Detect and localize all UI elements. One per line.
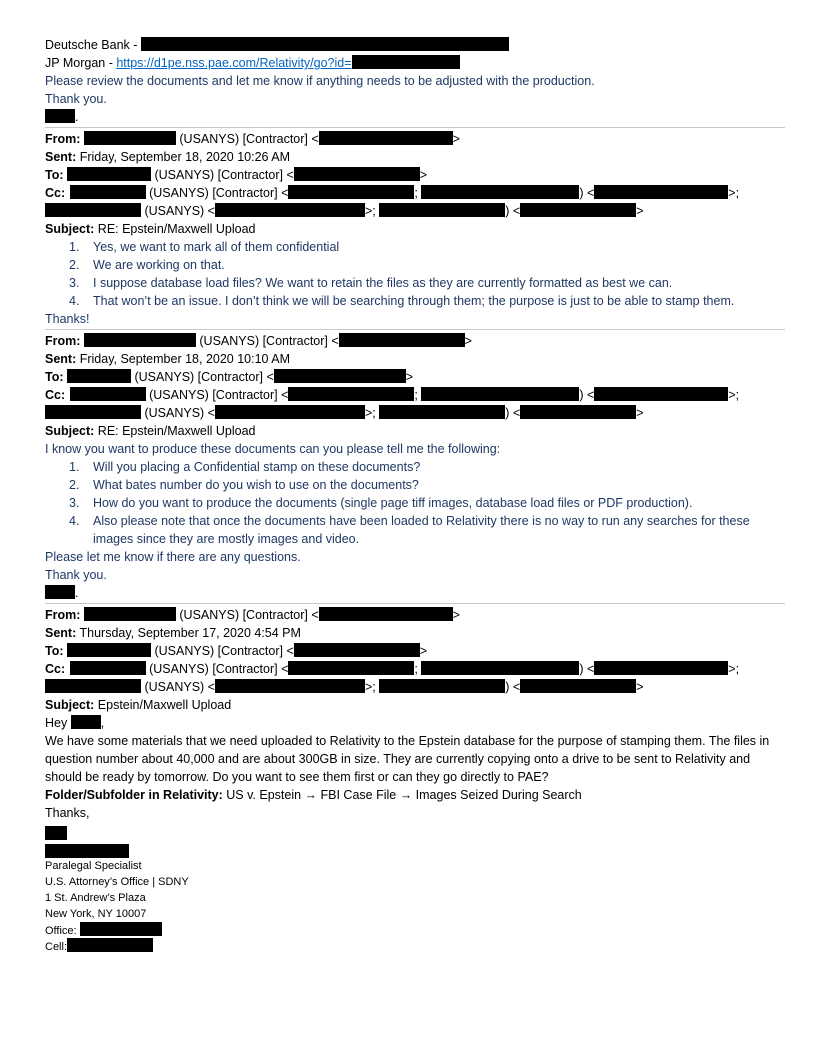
msg3-cc — [45, 660, 785, 678]
from-label: From: — [45, 334, 81, 348]
sent-label: Sent: — [45, 150, 77, 164]
list-number: 1. — [69, 240, 80, 254]
redaction — [379, 203, 505, 217]
divider — [45, 603, 785, 604]
msg3-body: We have some materials that we need uploaded to Relativity to the Epstein database for the purpose of stamping them. The files in question number about 40,000 and are about 300GB in size. They are currently copying onto a drive to be sent to Relativity and should be ready by tomorrow. Do you want to see them first or can they go directly to PAE? — [45, 734, 770, 784]
list-item — [45, 256, 785, 274]
msg2-thanks: Thank you. — [45, 568, 107, 582]
to-org: (USANYS) [Contractor] < — [131, 370, 274, 384]
msg3-from — [45, 606, 785, 624]
semicolon: ; — [372, 406, 376, 420]
redaction — [67, 643, 151, 657]
jpmorgan-label: JP Morgan - — [45, 56, 117, 70]
subject-label: Subject: — [45, 222, 95, 236]
msg2-intro: I know you want to produce these documents can you please tell me the following: — [45, 442, 501, 456]
msg1-cc-cont — [45, 202, 785, 220]
redaction — [84, 607, 176, 621]
msg1-from — [45, 130, 785, 148]
list-number: 3. — [69, 496, 80, 510]
redaction — [520, 405, 636, 419]
to-label: To: — [45, 370, 64, 384]
msg2-cc — [45, 386, 785, 404]
redaction — [45, 203, 141, 217]
to-org: (USANYS) [Contractor] < — [151, 644, 294, 658]
semicolon: ; — [735, 388, 740, 402]
redaction — [288, 387, 414, 401]
list-number: 2. — [69, 478, 80, 492]
signature-street: 1 St. Andrew’s Plaza — [45, 892, 146, 904]
redaction — [294, 167, 420, 181]
list-number: 3. — [69, 276, 80, 290]
greeting-end: , — [100, 716, 105, 730]
signature-office: U.S. Attorney’s Office | SDNY — [45, 876, 189, 888]
redaction — [67, 938, 153, 952]
redaction — [421, 387, 579, 401]
deutsche-label: Deutsche Bank - — [45, 38, 141, 52]
redaction — [215, 679, 365, 693]
msg1-cc — [45, 184, 785, 202]
msg2-to — [45, 368, 785, 386]
msg2-signoff — [45, 584, 785, 602]
cc-org: (USANYS) [Contractor] < — [145, 662, 289, 676]
redaction — [45, 844, 129, 858]
gt: > — [364, 204, 373, 218]
list-text: We are working on that. — [93, 258, 225, 272]
redaction — [288, 185, 414, 199]
list-text: Also please note that once the documents have been loaded to Relativity there is no way to run any searches for these images since they are mostly images and video. — [93, 514, 750, 546]
period: . — [75, 110, 79, 124]
divider — [45, 329, 785, 330]
subject-text: Epstein/Maxwell Upload — [94, 698, 232, 712]
gt: > — [452, 608, 460, 622]
paren-lt: ) < — [579, 388, 595, 402]
list-text: Will you placing a Confidential stamp on these documents? — [93, 460, 421, 474]
cc-label: Cc: — [45, 388, 66, 402]
from-org: (USANYS) [Contractor] < — [175, 608, 319, 622]
msg3-subject — [45, 696, 785, 714]
list-number: 4. — [69, 514, 80, 528]
list-number: 2. — [69, 258, 80, 272]
gt: > — [728, 186, 736, 200]
sent-date: Thursday, September 17, 2020 4:54 PM — [76, 626, 301, 640]
redaction — [70, 661, 146, 675]
redaction — [215, 203, 365, 217]
from-label: From: — [45, 608, 81, 622]
msg2-subject — [45, 422, 785, 440]
msg2-from — [45, 332, 785, 350]
gt: > — [636, 204, 644, 218]
redaction — [70, 387, 146, 401]
gt: > — [636, 680, 644, 694]
list-item — [45, 238, 785, 256]
gt: > — [419, 644, 428, 658]
cc-org: (USANYS) [Contractor] < — [145, 388, 289, 402]
redaction — [421, 185, 579, 199]
list-item — [45, 494, 785, 512]
sent-date: Friday, September 18, 2020 10:10 AM — [76, 352, 291, 366]
semicolon: ; — [414, 662, 418, 676]
redaction — [288, 661, 414, 675]
from-org: (USANYS) [Contractor] < — [175, 132, 319, 146]
redaction — [594, 185, 728, 199]
period: . — [75, 586, 79, 600]
cc-label: Cc: — [45, 186, 66, 200]
semicolon: ; — [735, 662, 740, 676]
redaction — [594, 661, 728, 675]
to-label: To: — [45, 644, 64, 658]
redaction — [594, 387, 728, 401]
gt: > — [405, 370, 414, 384]
redaction — [294, 643, 420, 657]
redaction — [45, 826, 67, 840]
redaction — [45, 679, 141, 693]
redaction — [67, 167, 151, 181]
msg1-closing: Thanks! — [45, 312, 90, 326]
redaction — [84, 333, 196, 347]
gt: > — [419, 168, 428, 182]
redaction — [84, 131, 176, 145]
msg1-sent — [45, 148, 785, 166]
to-org: (USANYS) [Contractor] < — [151, 168, 294, 182]
msg3-greeting — [45, 714, 785, 732]
semicolon: ; — [414, 388, 418, 402]
signature-office-phone — [45, 922, 785, 938]
redaction — [45, 109, 75, 123]
msg2-questions: Please let me know if there are any questions. — [45, 550, 301, 564]
cell-label: Cell: — [45, 941, 68, 953]
msg3-to — [45, 642, 785, 660]
msg3-cc-cont — [45, 678, 785, 696]
cc-label: Cc: — [45, 662, 66, 676]
list-item — [45, 274, 785, 292]
semicolon: ; — [414, 186, 418, 200]
gt: > — [364, 406, 373, 420]
redaction — [319, 131, 453, 145]
redaction — [141, 37, 509, 51]
paren-lt: ) < — [505, 204, 521, 218]
semicolon: ; — [735, 186, 740, 200]
divider — [45, 127, 785, 128]
folder-path: US v. Epstein → FBI Case File → Images Seized During Search — [222, 788, 582, 802]
signature-name-line — [45, 826, 785, 842]
greeting: Hey — [45, 716, 71, 730]
sent-label: Sent: — [45, 626, 77, 640]
redaction — [520, 203, 636, 217]
redaction — [319, 607, 453, 621]
relativity-link[interactable]: https://d1pe.nss.pae.com/Relativity/go?id= — [116, 56, 352, 70]
gt: > — [452, 132, 460, 146]
gt: > — [464, 334, 472, 348]
redaction — [352, 55, 460, 69]
redaction — [45, 405, 141, 419]
subject-text: RE: Epstein/Maxwell Upload — [94, 222, 256, 236]
deutsche-bank-line — [45, 36, 785, 54]
redaction — [215, 405, 365, 419]
signature-city: New York, NY 10007 — [45, 908, 147, 920]
paren-lt: ) < — [505, 406, 521, 420]
redaction — [71, 715, 101, 729]
redaction — [274, 369, 406, 383]
from-label: From: — [45, 132, 81, 146]
msg1-to — [45, 166, 785, 184]
msg3-thanks: Thanks, — [45, 806, 90, 820]
cc-org: (USANYS) < — [141, 406, 215, 420]
from-org: (USANYS) [Contractor] < — [195, 334, 339, 348]
paren-lt: ) < — [579, 662, 595, 676]
subject-label: Subject: — [45, 698, 95, 712]
sent-label: Sent: — [45, 352, 77, 366]
office-label: Office: — [45, 925, 80, 937]
subject-label: Subject: — [45, 424, 95, 438]
list-text: I suppose database load files? We want to retain the files as they are currently formatted as best we can. — [93, 276, 673, 290]
list-text: Yes, we want to mark all of them confidential — [93, 240, 340, 254]
redaction — [67, 369, 131, 383]
signature-fullname-line — [45, 842, 785, 858]
redaction — [80, 922, 162, 936]
msg2-cc-cont — [45, 404, 785, 422]
msg3-sent — [45, 624, 785, 642]
signature-cell-phone — [45, 938, 785, 954]
gt: > — [728, 388, 736, 402]
signoff-line — [45, 108, 785, 126]
gt: > — [728, 662, 736, 676]
msg3-folder — [45, 786, 785, 804]
msg2-list — [45, 458, 785, 548]
list-text: What bates number do you wish to use on the documents? — [93, 478, 419, 492]
review-line: Please review the documents and let me know if anything needs to be adjusted with the production. — [45, 74, 595, 88]
sent-date: Friday, September 18, 2020 10:26 AM — [76, 150, 291, 164]
paren-lt: ) < — [579, 186, 595, 200]
list-text: That won’t be an issue. I don’t think we will be searching through them; the purpose is just to be able to stamp them. — [93, 294, 735, 308]
msg1-subject — [45, 220, 785, 238]
email-chain — [45, 36, 785, 954]
redaction — [520, 679, 636, 693]
redaction — [379, 405, 505, 419]
folder-label: Folder/Subfolder in Relativity: — [45, 788, 223, 802]
thank-you-line: Thank you. — [45, 92, 107, 106]
subject-text: RE: Epstein/Maxwell Upload — [94, 424, 256, 438]
redaction — [70, 185, 146, 199]
to-label: To: — [45, 168, 64, 182]
list-item — [45, 476, 785, 494]
redaction — [339, 333, 465, 347]
list-number: 4. — [69, 294, 80, 308]
paren-lt: ) < — [505, 680, 521, 694]
list-text: How do you want to produce the documents (single page tiff images, database load files or PDF production). — [93, 496, 693, 510]
list-item — [45, 458, 785, 476]
msg2-sent — [45, 350, 785, 368]
cc-org: (USANYS) < — [141, 680, 215, 694]
semicolon: ; — [372, 680, 376, 694]
semicolon: ; — [372, 204, 376, 218]
signature-title: Paralegal Specialist — [45, 860, 142, 872]
jpmorgan-line — [45, 54, 785, 72]
msg1-list — [45, 238, 785, 310]
cc-org: (USANYS) [Contractor] < — [145, 186, 289, 200]
redaction — [421, 661, 579, 675]
gt: > — [636, 406, 644, 420]
gt: > — [364, 680, 373, 694]
redaction — [45, 585, 75, 599]
list-item — [45, 512, 785, 548]
list-item — [45, 292, 785, 310]
list-number: 1. — [69, 460, 80, 474]
redaction — [379, 679, 505, 693]
cc-org: (USANYS) < — [141, 204, 215, 218]
